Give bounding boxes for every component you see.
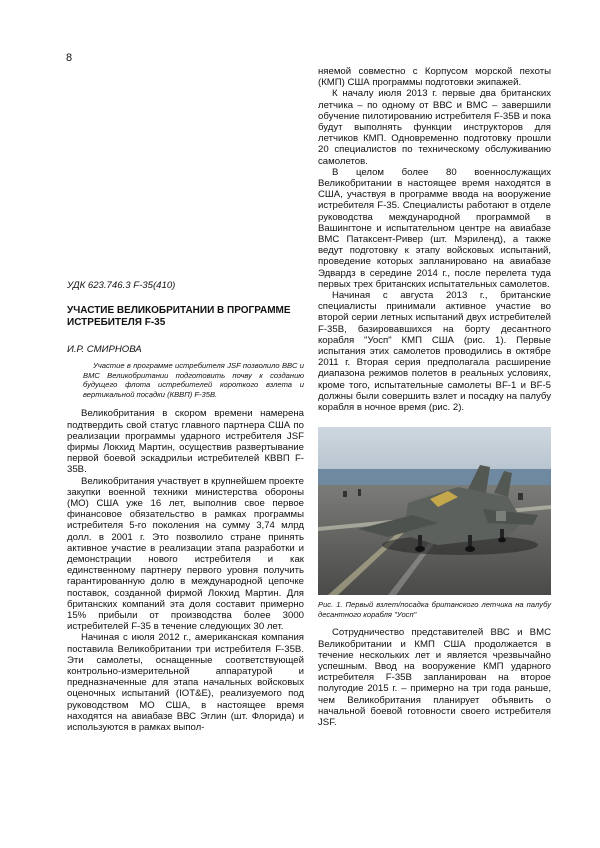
article-title-line-2: ИСТРЕБИТЕЛЯ F-35: [67, 317, 166, 329]
abstract: Участие в программе истребителя JSF позволило ВВС и ВМС Великобритании подготовить почву к созданию будущего флота истребителей короткого взлета и вертикальной посадки (КВВП) F-35B.: [83, 361, 304, 399]
figure-1: [318, 427, 551, 619]
body-paragraph: Начиная с августа 2013 г., британские специалисты принимали активное участие во второй серии летных испытаний двух истребителей F-35B, базировавшихся на борту десантного корабля "Уосп" КМП США (рис. 1). Первые испытания этих самолетов проводились в октябре 2011 г. Вторая серия предполагала расширение диапазона режимов полетов в реальных условиях, кроме того, испытательные самолеты BF-1 и BF-5 должны были совершить взлет и посадку на палубу корабля в ночное время (рис. 2).: [318, 290, 551, 414]
body-paragraph: Великобритания в скором времени намерена подтвердить свой статус главного партнера США по реализации программы ударного истребителя JSF фирмы Локхид Мартин, осуществив развертывание первой боевой эскадрильи истребителей КВВП F-35B.: [67, 408, 304, 476]
figure-caption: Рис. 1. Первый взлет/посадка британского летчика на палубу десантного корабля "Уосп": [318, 600, 551, 619]
body-paragraph-continuation: няемой совместно с Корпусом морской пехоты (КМП) США программы подготовки экипажей.: [318, 66, 551, 89]
article-title-line-1: УЧАСТИЕ ВЕЛИКОБРИТАНИИ В ПРОГРАММЕ: [67, 305, 291, 317]
author: И.Р. СМИРНОВА: [67, 344, 142, 356]
page-number: 8: [66, 52, 73, 64]
f35b-deck-photo: [318, 427, 551, 595]
right-column: [318, 66, 551, 728]
udk-code: УДК 623.746.3 F-35(410): [67, 280, 176, 291]
body-paragraph: В целом более 80 военнослужащих Великобритании в настоящее время находятся в США, участвуя в программе ввода на вооружение истребителя F-35. Специалисты работают в отделе руководства международной программой в Вашингтоне и испытательном центре на авиабазе ВМС Патаксент-Ривер (шт. Мэриленд), а также ведут подготовку к этапу войсковых испытаний, проведение которых запланировано на авиабазе Эдвардз в середине 2014 г., после перелета туда первых трех британских испытательных самолетов.: [318, 166, 551, 290]
left-column: [67, 66, 304, 733]
body-paragraph: К началу июля 2013 г. первые два британских летчика – по одному от ВВС и ВМС – завершили обучение пилотированию истребителя F-35B и пока будут выполнять функции инструкторов для летчиков КМП. Одновременно подготовку прошли 20 специалистов по техническому обслуживанию самолетов.: [318, 88, 551, 167]
article-title: [67, 305, 304, 329]
body-paragraph: Начиная с июля 2012 г., американская компания поставила Великобритании три истребителя F-35B. Эти самолеты, оснащенные соответствующей контрольно-измерительной аппаратурой и предназначенные для этапа начальных войсковых оценочных испытаний (IOT&E), реализуемого под руководством МО США, в настоящее время находятся на авиабазе ВВС Эглин (шт. Флорида) и используются в рамках выпол-: [67, 632, 304, 734]
body-paragraph: Великобритания участвует в крупнейшем проекте закупки военной техники министерства обороны (МО) США уже 16 лет, выполнив свое первое финансовое обязательство в рамках программы истребителя 5-го поколения на сумму 3,74 млрд долл. в 2001 г. Это позволило стране принять активное участие в реализации этапа разработки и демонстрации нового истребителя и как единственному партнеру первого уровня получить гарантированную долю в международной цепочке поставок, созданной фирмой Локхид Мартин. Для британских компаний эта доля составит примерно 15% прибыли от производства более 3000 истребителей F-35 в течение следующих 30 лет.: [67, 475, 304, 633]
body-paragraph: Сотрудничество представителей ВВС и ВМС Великобритании и КМП США продолжается в течение нескольких лет и является чрезвычайно успешным. Ввод на вооружение КМП ударного истребителя F-35B запланирован на второе полугодие 2015 г. – примерно на три года раньше, чем Великобритания планирует объявить о начальной боевой готовности своего истребителя JSF.: [318, 627, 551, 728]
